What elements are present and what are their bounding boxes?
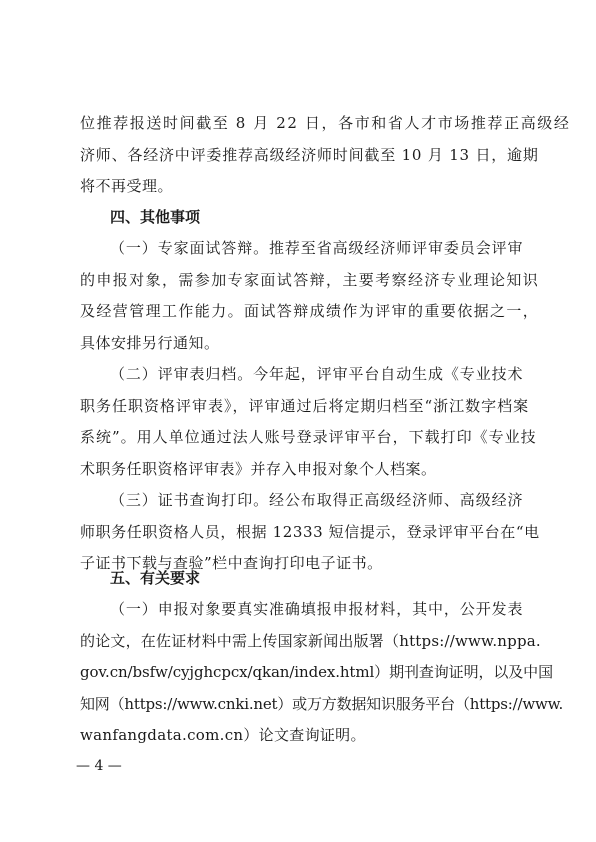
text-line: 具体安排另行通知。 <box>80 333 220 352</box>
paragraph-submission-deadline <box>80 108 571 203</box>
text-line: 及经营管理工作能力。面试答辩成绩作为评审的重要依据之一， <box>80 302 540 320</box>
text-line: 的申报对象，需参加专家面试答辩，主要考察经济专业理论知识 <box>80 270 540 289</box>
text-line: 济师、各经济中评委推荐高级经济师时间截至 10 月 13 日，逾期 <box>80 145 539 164</box>
text-line: （一）申报对象要真实准确填报申报材料，其中，公开发表 <box>110 600 524 618</box>
paragraph-evaluation-archive <box>80 359 537 485</box>
text-line: 职务任职资格评审表》，评审通过后将定期归档至“浙江数字档案 <box>80 396 530 415</box>
text-line: 子证书下载与查验”栏中查询打印电子证书。 <box>80 554 383 572</box>
section-heading-other-matters: 四、其他事项 <box>110 208 201 226</box>
text-line: gov.cn/bsfw/cyjghcpcx/qkan/index.html）期刊查询证明，以及中国 <box>80 663 553 681</box>
text-line: wanfangdata.com.cn）论文查询证明。 <box>80 726 366 744</box>
paragraph-materials-requirement <box>80 594 564 752</box>
text-line: （三）证书查询打印。经公布取得正高级经济师、高级经济 <box>110 491 524 509</box>
text-line: 的论文，在佐证材料中需上传国家新闻出版署（https://www.nppa. <box>80 631 541 650</box>
text-line: （一）专家面试答辩。推荐至省高级经济师评审委员会评审 <box>110 239 524 257</box>
text-line: 知网（https://www.cnki.net）或万方数据知识服务平台（https://www. <box>80 694 564 713</box>
text-line: （二）评审表归档。今年起，评审平台自动生成《专业技术 <box>110 365 524 383</box>
text-line: 系统”。用人单位通过法人账号登录评审平台，下载打印《专业技 <box>80 428 537 446</box>
section-heading-requirements: 五、有关要求 <box>110 569 201 587</box>
text-line: 术职务任职资格评审表》并存入申报对象个人档案。 <box>80 459 437 478</box>
text-line: 师职务任职资格人员，根据 12333 短信提示，登录评审平台在“电 <box>80 522 540 541</box>
page-number: — 4 — <box>76 758 122 774</box>
text-line: 将不再受理。 <box>80 177 174 195</box>
text-line: 位推荐报送时间截至 8 月 22 日，各市和省人才市场推荐正高级经 <box>80 114 571 132</box>
paragraph-expert-interview <box>80 233 540 359</box>
